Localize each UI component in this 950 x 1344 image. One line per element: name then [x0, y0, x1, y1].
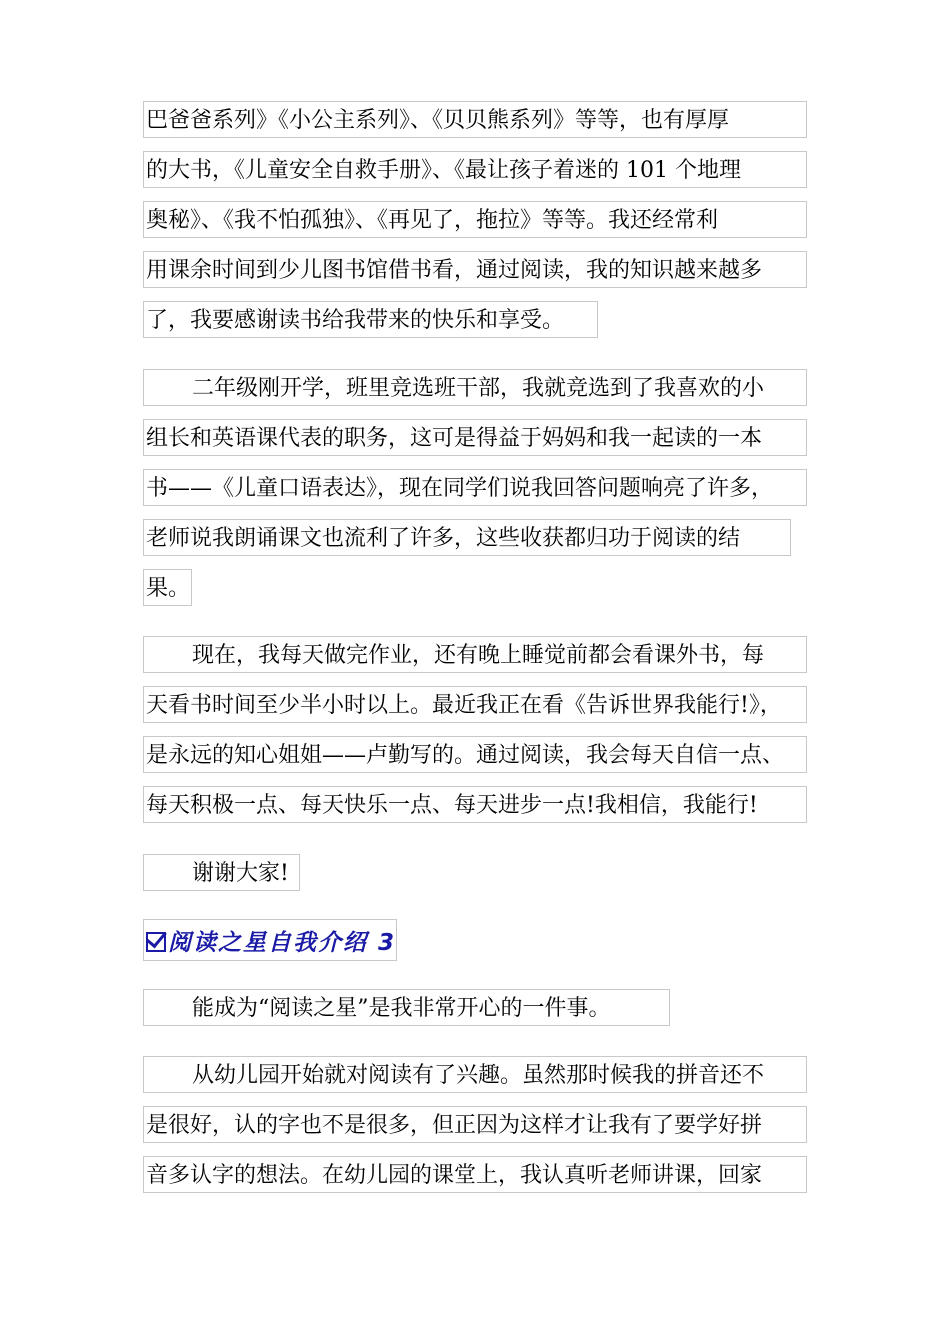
text-line: 老师说我朗诵课文也流利了许多，这些收获都归功于阅读的结 — [143, 519, 791, 556]
text-line: 每天积极一点、每天快乐一点、每天进步一点!我相信，我能行! — [143, 786, 807, 823]
text-line: 组长和英语课代表的职务，这可是得益于妈妈和我一起读的一本 — [143, 419, 807, 456]
text-line: 巴爸爸系列》《小公主系列》、《贝贝熊系列》等等，也有厚厚 — [143, 101, 807, 138]
section-heading — [143, 919, 397, 961]
text-line: 了，我要感谢读书给我带来的快乐和享受。 — [143, 301, 598, 338]
text-line: 奥秘》、《我不怕孤独》、《再见了，拖拉》等等。我还经常利 — [143, 201, 807, 238]
text-line: 是很好，认的字也不是很多，但正因为这样才让我有了要学好拼 — [143, 1106, 807, 1143]
text-line: 天看书时间至少半小时以上。最近我正在看《告诉世界我能行!》， — [143, 686, 807, 723]
text-line: 用课余时间到少儿图书馆借书看，通过阅读，我的知识越来越多 — [143, 251, 807, 288]
text-line: 谢谢大家! — [143, 854, 300, 891]
text-line: 二年级刚开学，班里竞选班干部，我就竞选到了我喜欢的小 — [143, 369, 807, 406]
text-line: 是永远的知心姐姐——卢勤写的。通过阅读，我会每天自信一点、 — [143, 736, 807, 773]
text-line: 音多认字的想法。在幼儿园的课堂上，我认真听老师讲课，回家 — [143, 1156, 807, 1193]
text-line: 现在，我每天做完作业，还有晚上睡觉前都会看课外书，每 — [143, 636, 807, 673]
text-line: 的大书，《儿童安全自救手册》、《最让孩子着迷的 101 个地理 — [143, 151, 807, 188]
section-heading-title: 阅读之星自我介绍 3 — [168, 929, 397, 956]
text-line: 能成为“阅读之星”是我非常开心的一件事。 — [143, 989, 670, 1026]
text-line: 书——《儿童口语表达》，现在同学们说我回答问题响亮了许多， — [143, 469, 807, 506]
text-line: 从幼儿园开始就对阅读有了兴趣。虽然那时候我的拼音还不 — [143, 1056, 807, 1093]
checkbox-checked-icon — [146, 932, 166, 952]
text-line: 果。 — [143, 569, 192, 606]
